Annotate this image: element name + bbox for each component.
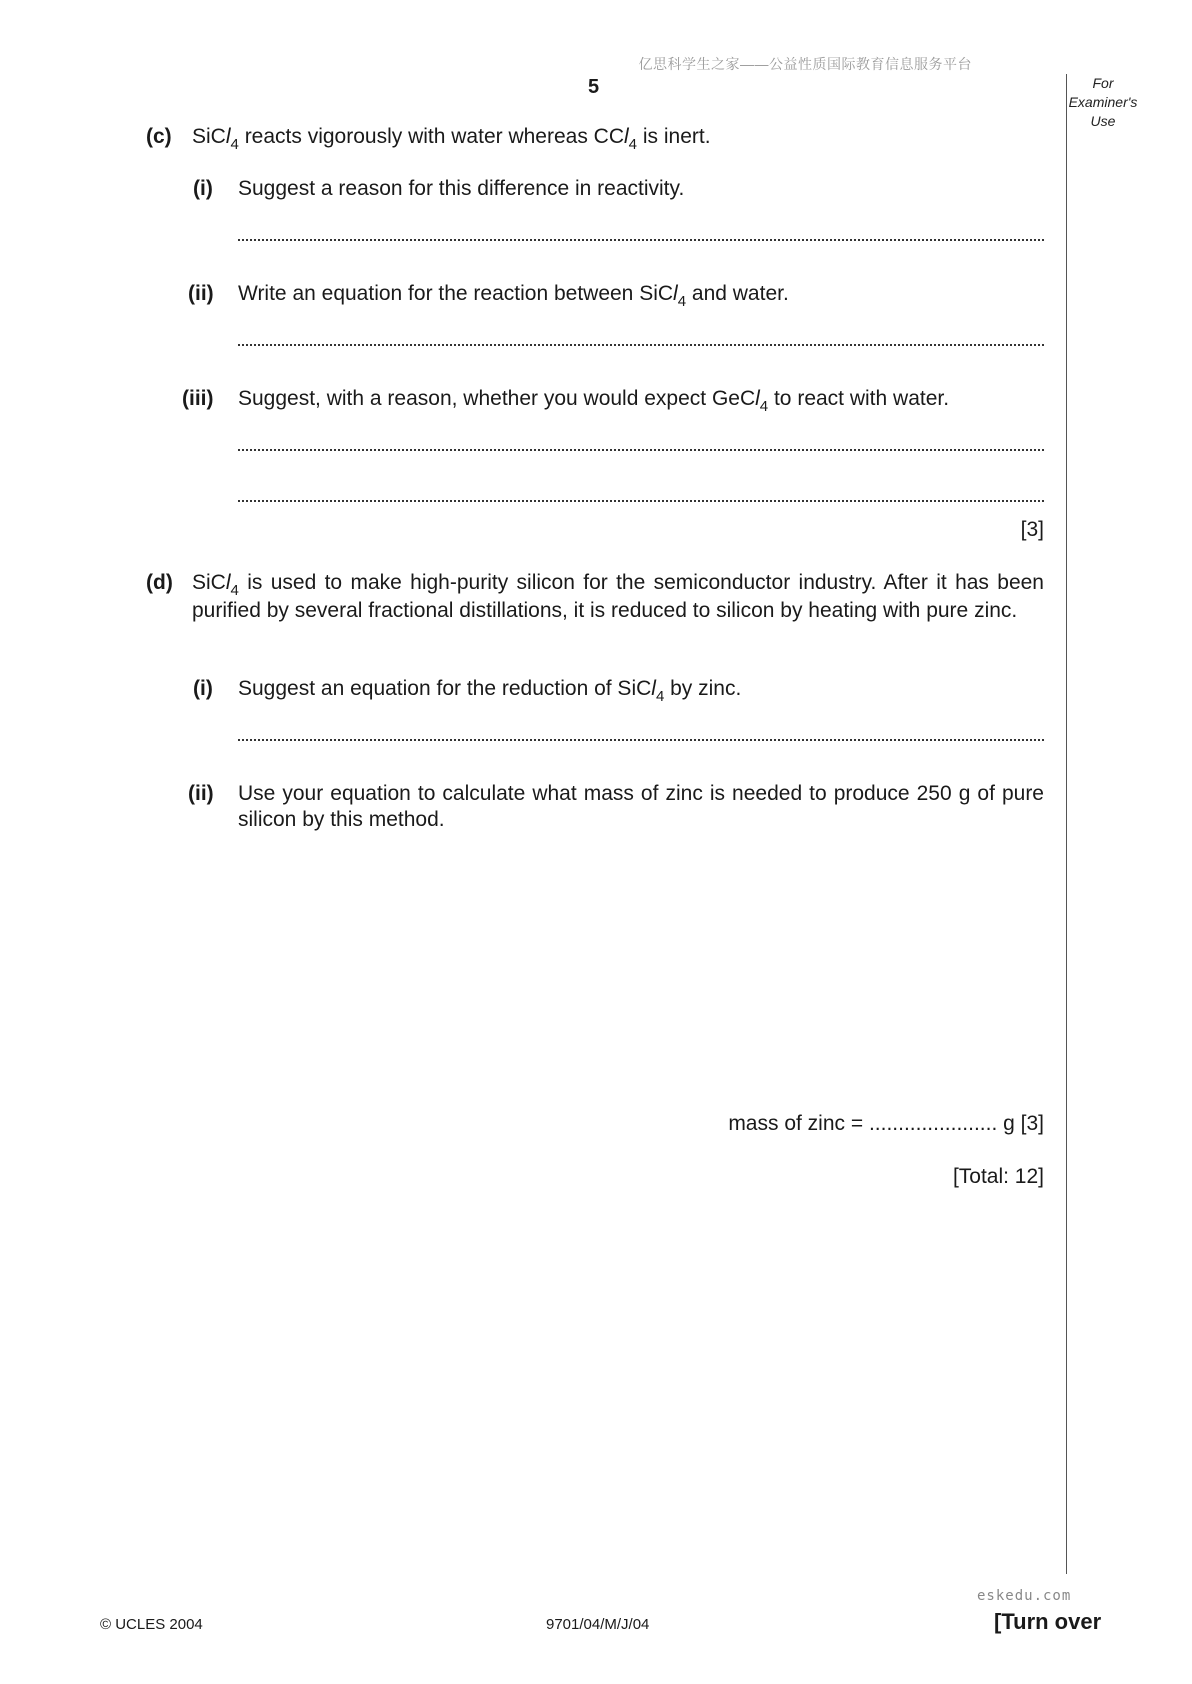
mass-of-zinc-answer-line[interactable]: mass of zinc = ...................... g [3] (728, 1112, 1044, 1135)
part-c-ii-b: and water. (686, 282, 789, 305)
part-c-iii-a: Suggest, with a reason, whether you would expect GeC (238, 387, 756, 410)
part-d-i-a: Suggest an equation for the reduction of SiC (238, 677, 652, 700)
part-c-iii-sub: 4 (759, 398, 769, 415)
part-c-i-label: (i) (193, 177, 213, 200)
answer-line-c-ii[interactable] (238, 341, 1044, 346)
answer-line-c-iii-2[interactable] (238, 497, 1044, 502)
part-c-stem-c: is inert. (637, 125, 711, 148)
examiner-use-label (1063, 74, 1143, 131)
part-d-i-l: l (651, 677, 656, 700)
part-c-stem-sub: 4 (230, 136, 239, 153)
part-c-stem-sub2: 4 (628, 136, 638, 153)
part-c-marks: [3] (1020, 518, 1044, 541)
part-c-iii-label: (iii) (182, 387, 214, 410)
examiner-margin-rule (1066, 74, 1067, 1574)
part-c-iii-l: l (755, 387, 760, 410)
part-c-stem-l2: l (624, 125, 629, 148)
part-c-stem (192, 124, 711, 152)
part-c-stem-b: reacts vigorously with water whereas CC (238, 125, 624, 148)
part-c-ii-label: (ii) (188, 282, 214, 305)
answer-line-c-i[interactable] (238, 236, 1044, 241)
part-d-stem-b: is used to make high-purity silicon for the semiconductor industry. After it has been purified by several fractional distillations, it is reduced to silicon by heating with pure zinc. (192, 571, 1044, 622)
part-d-ii-text: Use your equation to calculate what mass of zinc is needed to produce 250 g of pure silicon by this method. (238, 782, 1044, 831)
copyright: © UCLES 2004 (100, 1616, 203, 1633)
answer-line-d-i[interactable] (238, 736, 1044, 741)
page-number: 5 (588, 76, 600, 98)
part-d-ii-label: (ii) (188, 782, 214, 805)
answer-line-c-iii-1[interactable] (238, 446, 1044, 451)
part-c-i-text: Suggest a reason for this difference in reactivity. (238, 177, 685, 200)
part-c-stem-l: l (225, 125, 231, 148)
part-c-iii-text (238, 386, 949, 414)
part-c-iii-b: to react with water. (768, 387, 950, 410)
part-d-stem-a: SiC (192, 571, 226, 594)
examiner-label-line-3: Use (1090, 113, 1116, 129)
part-d-stem (192, 570, 1044, 624)
site-watermark: eskedu.com (977, 1588, 1072, 1604)
watermark-text: 亿思科学生之家——公益性质国际教育信息服务平台 (638, 56, 972, 72)
part-d-i-sub: 4 (655, 688, 665, 705)
part-d-i-b: by zinc. (664, 677, 742, 700)
part-c-ii-text (238, 281, 789, 309)
part-c-ii-l: l (673, 282, 678, 305)
part-c-ii-a: Write an equation for the reaction between SiC (238, 282, 674, 305)
part-c-stem-a: SiC (192, 125, 226, 148)
examiner-label-line-2: Examiner's (1068, 94, 1138, 110)
part-d-i-text (238, 676, 741, 704)
examiner-label-line-1: For (1092, 75, 1114, 91)
paper-code: 9701/04/M/J/04 (546, 1616, 650, 1633)
part-c-label: (c) (146, 125, 172, 148)
question-total: [Total: 12] (952, 1165, 1044, 1188)
part-c-ii-sub: 4 (677, 293, 687, 310)
part-d-label: (d) (146, 571, 173, 594)
part-d-stem-sub: 4 (230, 582, 239, 599)
turn-over: [Turn over (994, 1609, 1102, 1634)
part-d-i-label: (i) (193, 677, 213, 700)
part-d-stem-l: l (225, 571, 231, 594)
